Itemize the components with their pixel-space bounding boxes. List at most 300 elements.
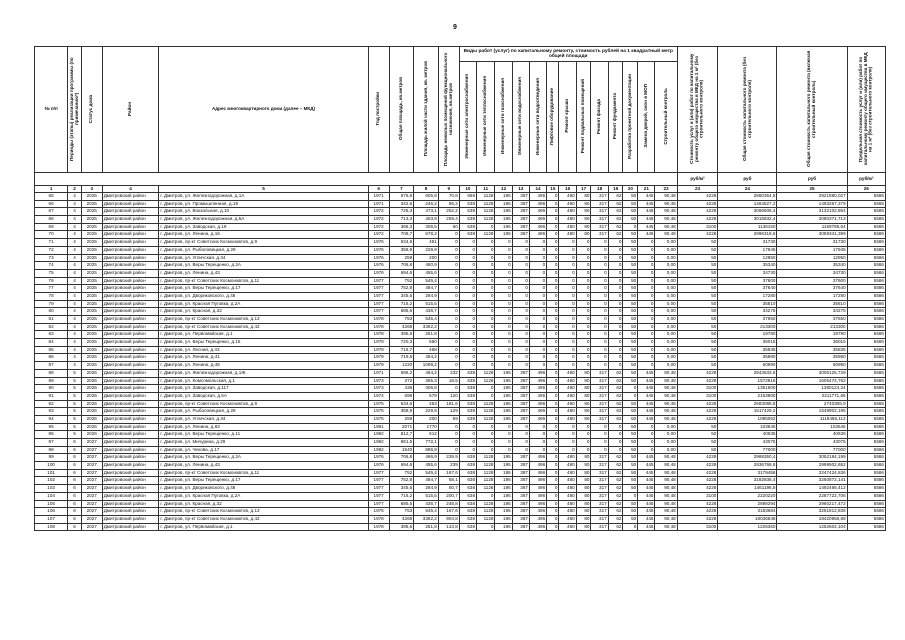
table-cell: 90,48	[655, 377, 677, 385]
table-cell: 62	[608, 492, 623, 500]
table-cell: 0	[576, 292, 591, 300]
table-cell: 0	[459, 446, 476, 454]
table-cell: 0	[495, 346, 512, 354]
table-cell: 62	[608, 454, 623, 462]
header-work-type: Разработка проектной документации	[626, 73, 632, 159]
table-cell: 50	[677, 292, 718, 300]
table-cell: 317	[591, 369, 608, 377]
table-row	[35, 354, 886, 362]
table-cell: 0	[559, 354, 576, 362]
table-cell: 0	[559, 423, 576, 431]
table-cell: 545,4	[414, 469, 439, 477]
table-cell: 1464527,2	[718, 200, 777, 208]
table-cell: г. Дмитров, ул. Угличская, д.34	[159, 415, 368, 423]
table-cell: 605,8	[414, 193, 439, 201]
table-cell: 445	[638, 485, 655, 493]
table-cell: 19780	[718, 331, 777, 339]
table-cell: 195	[495, 385, 512, 393]
table-cell: 0	[638, 254, 655, 262]
table-cell: 0	[529, 331, 546, 339]
column-number: 17	[576, 186, 591, 193]
table-cell: 0	[459, 354, 476, 362]
table-cell: 80	[576, 377, 591, 385]
table-cell: 317	[591, 193, 608, 201]
table-cell: 0	[576, 239, 591, 247]
table-cell: Дмитровский район	[102, 431, 159, 439]
header-work-type: Лифтовое оборудование	[549, 87, 555, 145]
table-cell: 716,7	[389, 346, 414, 354]
table-cell: 445	[638, 400, 655, 408]
table-cell: Дмитровский район	[102, 523, 159, 531]
table-cell: 1128	[477, 500, 495, 508]
table-cell: 34730	[777, 269, 847, 277]
table-cell: 62	[608, 408, 623, 416]
table-cell: 2025	[81, 254, 102, 262]
table-cell: Дмитровский район	[102, 369, 159, 377]
table-cell: 638	[459, 408, 476, 416]
table-cell: 0	[547, 431, 559, 439]
column-number: 10	[459, 186, 476, 193]
table-cell: 752	[389, 469, 414, 477]
table-cell: 0	[547, 477, 559, 485]
table-cell: 638	[459, 523, 476, 531]
table-cell: 2683088,8	[718, 400, 777, 408]
table-cell: 0	[459, 292, 476, 300]
table-cell: 50	[677, 323, 718, 331]
table-cell: 60990	[777, 362, 847, 370]
table-cell: 1493267,379	[777, 200, 847, 208]
table-cell: 36015	[718, 339, 777, 347]
table-cell: 1351600	[718, 385, 777, 393]
table-cell: г. Дмитров, ул. Рыболовецкая, д.29	[159, 408, 368, 416]
table-cell: Дмитровский район	[102, 485, 159, 493]
table-cell: 496	[529, 200, 546, 208]
table-cell: 0	[591, 292, 608, 300]
table-cell: 0	[477, 246, 495, 254]
table-cell: 17280	[718, 292, 777, 300]
table-cell: 0	[529, 308, 546, 316]
table-cell: 1978	[368, 515, 389, 523]
table-cell: 80	[576, 469, 591, 477]
table-cell: 0	[638, 308, 655, 316]
table-cell: 50	[623, 316, 638, 324]
table-row	[35, 485, 886, 493]
table-cell: Дмитровский район	[102, 254, 159, 262]
table-cell: 0,00	[655, 354, 677, 362]
table-cell: 1977	[368, 469, 389, 477]
table-cell: 90,48	[655, 492, 677, 500]
table-cell: 445	[638, 231, 655, 239]
table-cell: 77	[35, 285, 68, 293]
table-cell: 1973	[368, 377, 389, 385]
table-cell: 0	[512, 239, 529, 247]
table-cell: 19780	[777, 331, 847, 339]
table-cell: 1226360	[718, 523, 777, 531]
table-cell: 50	[623, 231, 638, 239]
table-cell: 0	[576, 246, 591, 254]
table-cell: 4	[68, 246, 82, 254]
table-cell: 65	[35, 193, 68, 201]
table-cell: 2898294	[718, 500, 777, 508]
table-cell: 2026	[81, 392, 102, 400]
table-cell: 0	[477, 239, 495, 247]
table-cell: г. Дмитров, ул. Ленина, д.43	[159, 462, 368, 470]
table-cell: 0	[638, 262, 655, 270]
table-row	[35, 339, 886, 347]
table-cell: 0	[559, 431, 576, 439]
table-cell: 317	[591, 508, 608, 516]
table-cell: 5586	[847, 231, 885, 239]
table-cell: 698	[389, 392, 414, 400]
table-cell: 80	[576, 216, 591, 224]
table-cell: г. Дмитров, ул. Заводская, д.117	[159, 385, 368, 393]
table-cell: 0,00	[655, 316, 677, 324]
table-cell: 4228	[677, 477, 718, 485]
table-cell: 0	[608, 439, 623, 447]
table-cell: 2287722,706	[777, 492, 847, 500]
table-cell: 496	[529, 415, 546, 423]
header-work-type: Ремонт фундамента	[612, 93, 618, 140]
table-cell: г. Дмитров, ул. Веры Терещенко, д.2А	[159, 454, 368, 462]
table-cell: 1128	[477, 369, 495, 377]
table-cell: 2027	[81, 492, 102, 500]
table-cell: 0	[495, 285, 512, 293]
table-cell: 0,00	[655, 300, 677, 308]
table-cell: 0	[477, 277, 495, 285]
table-cell: 387	[512, 400, 529, 408]
table-cell: Дмитровский район	[102, 408, 159, 416]
column-number: 16	[559, 186, 576, 193]
table-cell: 50	[623, 262, 638, 270]
table-cell: 2027	[81, 446, 102, 454]
table-cell: 0	[547, 500, 559, 508]
table-cell: 0	[547, 354, 559, 362]
table-cell: 50	[623, 285, 638, 293]
table-cell: 0	[459, 285, 476, 293]
table-cell: 904,8	[438, 515, 459, 523]
table-cell: 50	[677, 439, 718, 447]
table-cell: 66	[35, 200, 68, 208]
table-cell: 0	[477, 223, 495, 231]
table-cell: 0	[547, 485, 559, 493]
table-cell: 2025	[81, 208, 102, 216]
table-cell: 3182838,4	[718, 477, 777, 485]
table-cell: 294,9	[414, 485, 439, 493]
table-cell: 0	[477, 492, 495, 500]
table-cell: Дмитровский район	[102, 316, 159, 324]
table-cell: 3183684	[718, 508, 777, 516]
table-cell: 0	[547, 200, 559, 208]
table-cell: 0	[591, 239, 608, 247]
table-cell: 0	[623, 385, 638, 393]
table-cell: 90,48	[655, 400, 677, 408]
table-cell: 1973	[368, 385, 389, 393]
table-cell: 317	[591, 523, 608, 531]
table-cell: 50	[623, 200, 638, 208]
table-cell: 0,00	[655, 239, 677, 247]
table-cell: 387	[512, 216, 529, 224]
table-cell: 85	[35, 346, 68, 354]
table-cell: 0	[591, 423, 608, 431]
table-cell: 0	[591, 254, 608, 262]
table-cell: 387	[512, 500, 529, 508]
table-cell: 5586	[847, 308, 885, 316]
table-cell: 59	[438, 415, 459, 423]
table-cell: 0	[529, 354, 546, 362]
table-cell: 60990	[718, 362, 777, 370]
table-cell: 1979	[368, 339, 389, 347]
table-cell: 80	[576, 415, 591, 423]
table-cell: 0	[576, 354, 591, 362]
table-cell: 480	[559, 492, 576, 500]
table-cell: 18036648	[718, 515, 777, 523]
table-cell: 97	[35, 439, 68, 447]
table-cell: 3250872,141	[777, 477, 847, 485]
table-cell: 317	[591, 223, 608, 231]
table-cell: 317	[591, 462, 608, 470]
table-cell: 0	[512, 262, 529, 270]
table-cell: 0	[477, 262, 495, 270]
table-cell: 99	[35, 454, 68, 462]
table-cell: 886,9	[414, 446, 439, 454]
table-cell: г. Дмитров, ул. Ленина, д.43	[159, 269, 368, 277]
table-cell: Дмитровский район	[102, 308, 159, 316]
table-cell: 4	[68, 231, 82, 239]
table-cell: 90,48	[655, 485, 677, 493]
table-cell: Дмитровский район	[102, 508, 159, 516]
table-cell: г. Дмитров, пр-кт Советских Космонавтов, д.42	[159, 323, 368, 331]
table-cell: 0	[559, 316, 576, 324]
table-cell: 259	[389, 415, 414, 423]
table-cell: 5586	[847, 454, 885, 462]
table-cell: 50	[677, 254, 718, 262]
table-cell: 5586	[847, 400, 885, 408]
column-number: 4	[102, 186, 159, 193]
table-cell: 0	[512, 316, 529, 324]
table-cell: 4228	[677, 369, 718, 377]
table-cell: 0	[529, 285, 546, 293]
table-row	[35, 500, 886, 508]
table-cell: 50	[677, 346, 718, 354]
table-cell: 0	[591, 331, 608, 339]
table-row	[35, 193, 886, 201]
table-cell: 50	[623, 469, 638, 477]
column-number: 11	[477, 186, 495, 193]
table-cell: 0	[459, 308, 476, 316]
table-cell: 473,1	[414, 208, 439, 216]
table-cell: 0	[529, 246, 546, 254]
table-cell: 251,8	[414, 523, 439, 531]
table-cell: 345,6	[389, 292, 414, 300]
table-cell: Дмитровский район	[102, 446, 159, 454]
table-cell: 0	[608, 423, 623, 431]
table-cell: 719,6	[389, 354, 414, 362]
table-cell: 107	[35, 515, 68, 523]
table-cell: 213300	[777, 323, 847, 331]
table-cell: 387	[512, 523, 529, 531]
table-cell: 0	[547, 462, 559, 470]
table-cell: 2921880,027	[777, 193, 847, 201]
table-cell: 0	[608, 362, 623, 370]
table-cell: 4	[68, 200, 82, 208]
table-cell: 35835	[777, 346, 847, 354]
table-cell: 0	[547, 385, 559, 393]
table-cell: 0	[638, 292, 655, 300]
table-cell: Дмитровский район	[102, 231, 159, 239]
table-cell: 0	[477, 392, 495, 400]
table-cell: 5586	[847, 216, 885, 224]
table-cell: г. Дмитров, ул. Ленина, д.16	[159, 231, 368, 239]
table-row	[35, 208, 886, 216]
table-cell: 259,4	[438, 216, 459, 224]
table-cell: 387	[512, 508, 529, 516]
table-cell: 18,5	[438, 377, 459, 385]
table-cell: 4	[68, 239, 82, 247]
table-cell: 6	[68, 523, 82, 531]
table-cell: 62	[608, 477, 623, 485]
table-cell: 0	[591, 431, 608, 439]
table-cell: 0	[638, 346, 655, 354]
table-cell: 0	[438, 262, 459, 270]
table-cell: г. Дмитров, пр-кт Советских Космонавтов, д.11	[159, 277, 368, 285]
table-cell: 317	[591, 415, 608, 423]
table-cell: 0	[438, 446, 459, 454]
table-cell: 638	[459, 485, 476, 493]
table-cell: 50	[677, 446, 718, 454]
table-cell: Дмитровский район	[102, 200, 159, 208]
table-cell: 496	[529, 223, 546, 231]
table-cell: 0	[512, 354, 529, 362]
table-cell: 2860354,8	[718, 193, 777, 201]
table-cell: 17945	[777, 246, 847, 254]
table-row	[35, 469, 886, 477]
table-cell: 50	[623, 346, 638, 354]
table-cell: г. Дмитров, пр-кт Советских Космонавтов, д.9	[159, 239, 368, 247]
table-cell: 1978	[368, 523, 389, 531]
table-cell: 200	[414, 254, 439, 262]
table-cell: 496	[529, 208, 546, 216]
table-cell: 5586	[847, 423, 885, 431]
table-cell: 96	[35, 431, 68, 439]
table-cell: 0	[495, 292, 512, 300]
table-cell: г. Дмитров, ул. Веры Терещенко, д.11	[159, 431, 368, 439]
column-number: 22	[655, 186, 677, 193]
table-cell: 200,7	[438, 492, 459, 500]
table-cell: 545,4	[414, 316, 439, 324]
table-cell: 4228	[677, 515, 718, 523]
table-cell: 634,6	[389, 239, 414, 247]
table-cell: 0	[529, 339, 546, 347]
table-cell: 4	[68, 308, 82, 316]
table-cell: 0	[591, 269, 608, 277]
table-cell: 6	[68, 462, 82, 470]
repair-program-table	[34, 46, 886, 531]
table-cell: 496	[529, 523, 546, 531]
table-cell: 752,8	[389, 285, 414, 293]
table-cell: 2943533,6	[718, 369, 777, 377]
table-cell: 167,6	[438, 469, 459, 477]
table-cell: 1128	[477, 454, 495, 462]
table-cell: 387	[512, 223, 529, 231]
table-cell: Дмитровский район	[102, 216, 159, 224]
table-cell: 1971	[368, 200, 389, 208]
table-cell: 0	[576, 346, 591, 354]
table-cell: 638	[459, 462, 476, 470]
table-cell: 387	[512, 408, 529, 416]
table-cell: 93	[35, 408, 68, 416]
table-cell: 43075	[777, 439, 847, 447]
table-cell: г. Дмитров, пр-кт Советских Космонавтов, д.11	[159, 469, 368, 477]
table-cell: г. Дмитров, ул. Железнодорожная, д.1А	[159, 193, 368, 201]
table-cell: 0	[438, 431, 459, 439]
table-cell: 3251812,836	[777, 508, 847, 516]
table-cell: 0	[477, 423, 495, 431]
table-cell: 2026	[81, 385, 102, 393]
table-cell: 0	[495, 431, 512, 439]
table-row	[35, 300, 886, 308]
table-cell: 50	[677, 239, 718, 247]
table-cell: 5586	[847, 439, 885, 447]
table-cell: 445	[638, 216, 655, 224]
header-work-type: Строительный контроль	[662, 87, 668, 145]
table-cell: 2999502,652	[777, 462, 847, 470]
table-cell: 0	[576, 277, 591, 285]
table-row	[35, 216, 886, 224]
table-cell: 317	[591, 385, 608, 393]
table-cell: г. Дмитров, ул. Железнодорожная, д.5А	[159, 216, 368, 224]
table-cell: 0	[576, 269, 591, 277]
table-cell: 5586	[847, 446, 885, 454]
table-cell: 0	[477, 354, 495, 362]
table-cell: 387	[512, 377, 529, 385]
table-cell: 0	[438, 354, 459, 362]
unit-total-cost-sk: руб	[777, 173, 847, 186]
table-cell: 372	[389, 377, 414, 385]
table-cell: 1975	[368, 400, 389, 408]
table-cell: 0	[459, 239, 476, 247]
table-cell: 0,00	[655, 277, 677, 285]
table-cell: 3100	[677, 385, 718, 393]
table-cell: 4228	[677, 216, 718, 224]
table-row	[35, 446, 886, 454]
table-cell: Дмитровский район	[102, 492, 159, 500]
table-cell: 0	[512, 362, 529, 370]
table-cell: 80	[35, 308, 68, 316]
table-cell: 1971	[368, 193, 389, 201]
table-cell: 0	[512, 285, 529, 293]
table-cell: 0	[529, 254, 546, 262]
table-cell: 0	[591, 346, 608, 354]
table-cell: 90,48	[655, 415, 677, 423]
table-cell: 0	[623, 392, 638, 400]
table-cell: 5586	[847, 392, 885, 400]
table-cell: 0	[547, 454, 559, 462]
table-cell: 50	[623, 254, 638, 262]
table-cell: 0	[608, 269, 623, 277]
table-cell: 0	[438, 269, 459, 277]
table-cell: 17280	[777, 292, 847, 300]
table-cell: 5586	[847, 193, 885, 201]
table-cell: 0	[438, 339, 459, 347]
table-cell: г. Дмитров, ул. Промышленная, д.19	[159, 200, 368, 208]
table-cell: 317	[591, 485, 608, 493]
table-cell: 3132102,864	[777, 208, 847, 216]
table-cell: 1978	[368, 316, 389, 324]
table-cell: 18420956,88	[777, 515, 847, 523]
table-cell: 725,3	[389, 208, 414, 216]
header-work-type: Ремонт крыши	[564, 99, 570, 133]
table-cell: 36015	[777, 339, 847, 347]
